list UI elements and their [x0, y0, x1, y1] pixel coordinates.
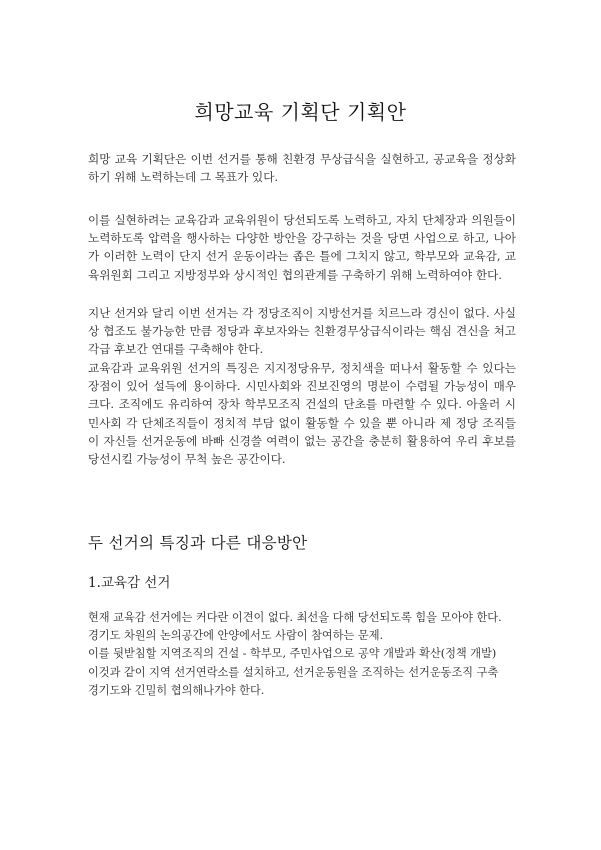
- section-heading: 두 선거의 특징과 다른 대응방안: [88, 534, 308, 552]
- body-paragraph-3: 교육감과 교육위원 선거의 특징은 지지정당유무, 정치색을 떠나서 활동할 수 있다는 장점이 있어 설득에 용이하다. 시민사회와 진보진영의 명분이 수렴될 가능성이 매우 크다. 조직에도 유리하여 장차 학부모조직 건설의 단초를 마련할 수 있다. 아울러 시민사회 각 단체조직들이 정치적 부담 없이 활동할 수 있을 뿐 아니라 제 정당 조직들이 자신들 선거운동에 바빠 신경쓸 여력이 없는 공간을 충분히 활용하여 우리 후보를 당선시킬 가능성이 무척 높은 공간이다.: [88, 361, 516, 467]
- body-paragraph-1: 이를 실현하려는 교육감과 교육위원이 당선되도록 노력하고, 자치 단체장과 의원들이 노력하도록 압력을 행사하는 다양한 방안을 강구하는 것을 당면 사업으로 하고, 나아가 이러한 노력이 단지 선거 운동이라는 좁은 틀에 그치지 않고, 학부모와 교육감, 교육위원회 그리고 지방정부와 상시적인 협의관계를 구축하기 위해 노력하여야 한다.: [88, 213, 516, 282]
- list-item: 경기도 차원의 논의공간에 안양에서도 사람이 참여하는 문제.: [88, 629, 384, 643]
- list-item: 이것과 같이 지역 선거연락소를 설치하고, 선거운동원을 조직하는 선거운동조직 구축: [88, 665, 499, 679]
- body-paragraph-2: 지난 선거와 달리 이번 선거는 각 정당조직이 지방선거를 치르느라 경신이 없다. 사실상 협조도 불가능한 만큼 정당과 후보자와는 친환경무상급식이라는 핵심 견신을 쳐고 각급 후보간 연대를 구축해야 한다.: [88, 306, 516, 357]
- intro-paragraph: 희망 교육 기획단은 이번 선거를 통해 친환경 무상급식을 실현하고, 공교육을 정상화하기 위해 노력하는데 그 목표가 있다.: [88, 152, 516, 185]
- list-item: 이를 뒷받침할 지역조직의 건설 - 학부모, 주민사업으로 공약 개발과 확산(정책 개발): [88, 647, 497, 661]
- document-title: 희망교육 기획단 기획안: [194, 100, 407, 124]
- list-item: 경기도와 긴밀히 협의해나가야 한다.: [88, 683, 265, 697]
- list-item: 현재 교육감 선거에는 커다란 이견이 없다. 최선을 다해 당선되도록 힘을 모아야 한다.: [88, 611, 502, 624]
- item-list: [88, 609, 516, 700]
- subsection-heading: 1.교육감 선거: [88, 575, 171, 591]
